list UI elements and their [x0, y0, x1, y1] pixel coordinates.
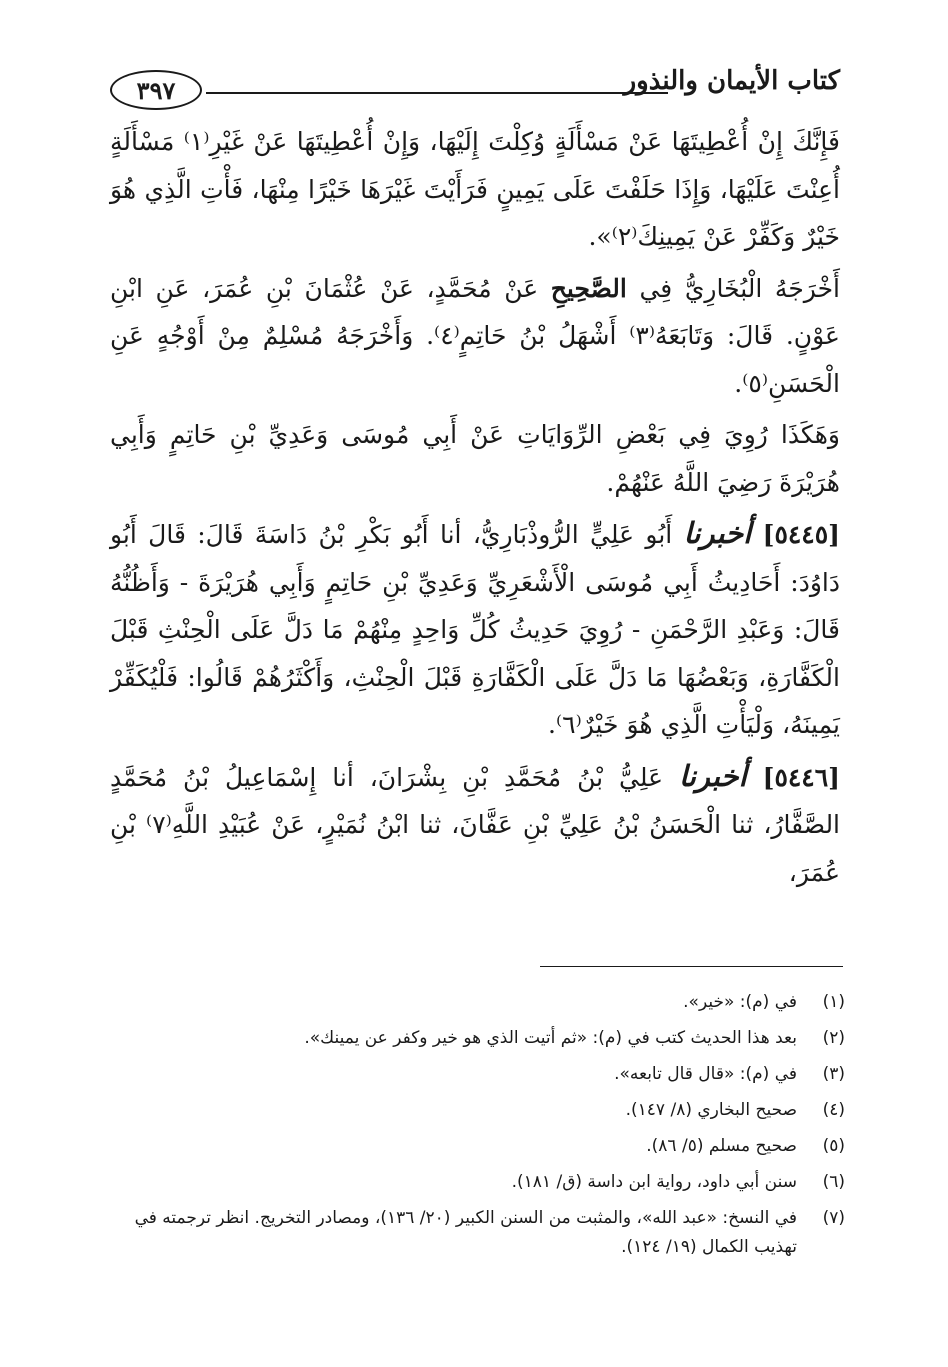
footnote-text: صحيح مسلم (٥/ ٨٦).	[646, 1136, 797, 1156]
main-text	[110, 118, 840, 896]
footnote-number: (٣)	[822, 1064, 845, 1084]
akhbarana-label: أخبرنا	[683, 516, 752, 550]
takhrij-text-end: عَنْ مُحَمَّدٍ، عَنْ عُثْمَانَ بْنِ عُمَرَ، عَنِ ابْنِ عَوْنٍ. قَالَ: وَتَابَعَهُ⁽٣⁾ أَشْهَلُ بْنُ حَاتِمٍ⁽٤⁾. وَأَخْرَجَهُ مُسْلِمٌ مِنْ أَوْجُهٍ عَنِ الْحَسَنِ⁽٥⁾.	[110, 273, 840, 398]
hadith-text: عَلِيُّ بْنُ مُحَمَّدِ بْنِ بِشْرَانَ، أنا إِسْمَاعِيلُ بْنُ مُحَمَّدٍ الصَّفَّارُ، ثنا الْحَسَنُ بْنُ عَلِيِّ بْنِ عَفَّانَ، ثنا ابْنُ نُمَيْرٍ، عَنْ عُبَيْدِ اللَّهِ⁽٧⁾ بْنِ عُمَرَ،	[110, 762, 841, 887]
footnote-text: بعد هذا الحديث كتب في (م): «ثم أتيت الذي هو خير وكفر عن يمينك».	[304, 1028, 797, 1048]
footnote-item	[110, 1060, 845, 1089]
page-header	[110, 58, 840, 118]
footnote-text: سنن أبي داود، رواية ابن داسة (ق/ ١٨١).	[511, 1172, 797, 1192]
hadith-number: [٥٤٤٥]	[762, 520, 841, 549]
footnote-number: (٤)	[822, 1100, 845, 1120]
takhrij-text-start: أَخْرَجَهُ الْبُخَارِيُّ فِي	[639, 273, 840, 303]
footnote-item	[110, 1168, 845, 1197]
footnote-text: في (م): «قال قال تابعه».	[614, 1064, 797, 1084]
footnote-number: (٧)	[822, 1208, 845, 1228]
footnote-number: (٢)	[822, 1028, 845, 1048]
paragraph-riwayat: وَهَكَذَا رُوِيَ فِي بَعْضِ الرِّوَايَاتِ عَنْ أَبِي مُوسَى وَعَدِيِّ بْنِ حَاتِمٍ وَأَبِي هُرَيْرَةَ رَضِيَ اللَّهُ عَنْهُمْ.	[110, 420, 840, 497]
footnote-number: (٥)	[822, 1136, 845, 1156]
page-number: ٣٩٧	[110, 70, 202, 110]
hadith-text: أَبُو عَلِيٍّ الرُّوذْبَارِيُّ، أنا أَبُو بَكْرِ بْنُ دَاسَةَ قَالَ: قَالَ أَبُو دَاوُدَ: أَحَادِيثُ أَبِي مُوسَى الْأَشْعَرِيِّ وَعَدِيِّ بْنِ حَاتِمٍ وَأَبِي هُرَيْرَةَ - وَأَظُنُّهُ قَالَ: وَعَبْدِ الرَّحْمَنِ - رُوِيَ حَدِيثُ كُلِّ وَاحِدٍ مِنْهُمْ مَا دَلَّ عَلَى الْحِنْثِ قَبْلَ الْكَفَّارَةِ، وَبَعْضُهَا مَا دَلَّ عَلَى الْكَفَّارَةِ قَبْلَ الْحِنْثِ، وَأَكْثَرُهُمْ قَالُوا: فَلْيُكَفِّرْ يَمِينَهُ، وَلْيَأْتِ الَّذِي هُوَ خَيْرٌ⁽٦⁾.	[110, 520, 840, 739]
footnotes	[110, 988, 845, 1269]
footnote-item	[110, 1024, 845, 1053]
footnote-number: (٦)	[822, 1172, 845, 1192]
footnote-item	[110, 1096, 845, 1125]
akhbarana-label: أخبرنا	[679, 758, 747, 793]
paragraph-hadith-continuation: فَإِنَّكَ إِنْ أُعْطِيتَهَا عَنْ مَسْأَلَةٍ وُكِلْتَ إِلَيْهَا، وَإِنْ أُعْطِيتَهَا عَنْ غَيْرِ⁽١⁾ مَسْأَلَةٍ أُعِنْتَ عَلَيْهَا، وَإِذَا حَلَفْتَ عَلَى يَمِينٍ فَرَأَيْتَ غَيْرَهَا خَيْرًا مِنْهَا، فَأْتِ الَّذِي هُوَ خَيْرٌ وَكَفِّرْ عَنْ يَمِينِكَ⁽٢⁾».	[110, 127, 840, 251]
book-title: كتاب الأيمان والنذور	[623, 66, 840, 96]
footnote-text: في النسخ: «عبد الله»، والمثبت من السنن الكبير (٢٠/ ١٣٦)، ومصادر التخريج. انظر ترجمته في تهذيب الكمال (١٩/ ١٢٤).	[134, 1208, 797, 1257]
footnote-text: في (م): «خير».	[683, 992, 797, 1012]
header-rule	[206, 92, 668, 94]
footnote-item	[110, 1132, 845, 1161]
footnote-text: صحيح البخاري (٨/ ١٤٧).	[625, 1100, 797, 1120]
hadith-5446	[110, 753, 840, 897]
hadith-number: [٥٤٤٦]	[762, 762, 841, 792]
sahih-title: الصَّحِيحِ	[550, 273, 627, 303]
hadith-5445	[110, 510, 840, 749]
footnote-number: (١)	[822, 992, 845, 1012]
paragraph-takhrij	[110, 265, 840, 408]
footnote-separator	[540, 966, 843, 967]
footnote-item	[110, 988, 845, 1017]
footnote-item	[110, 1204, 845, 1262]
